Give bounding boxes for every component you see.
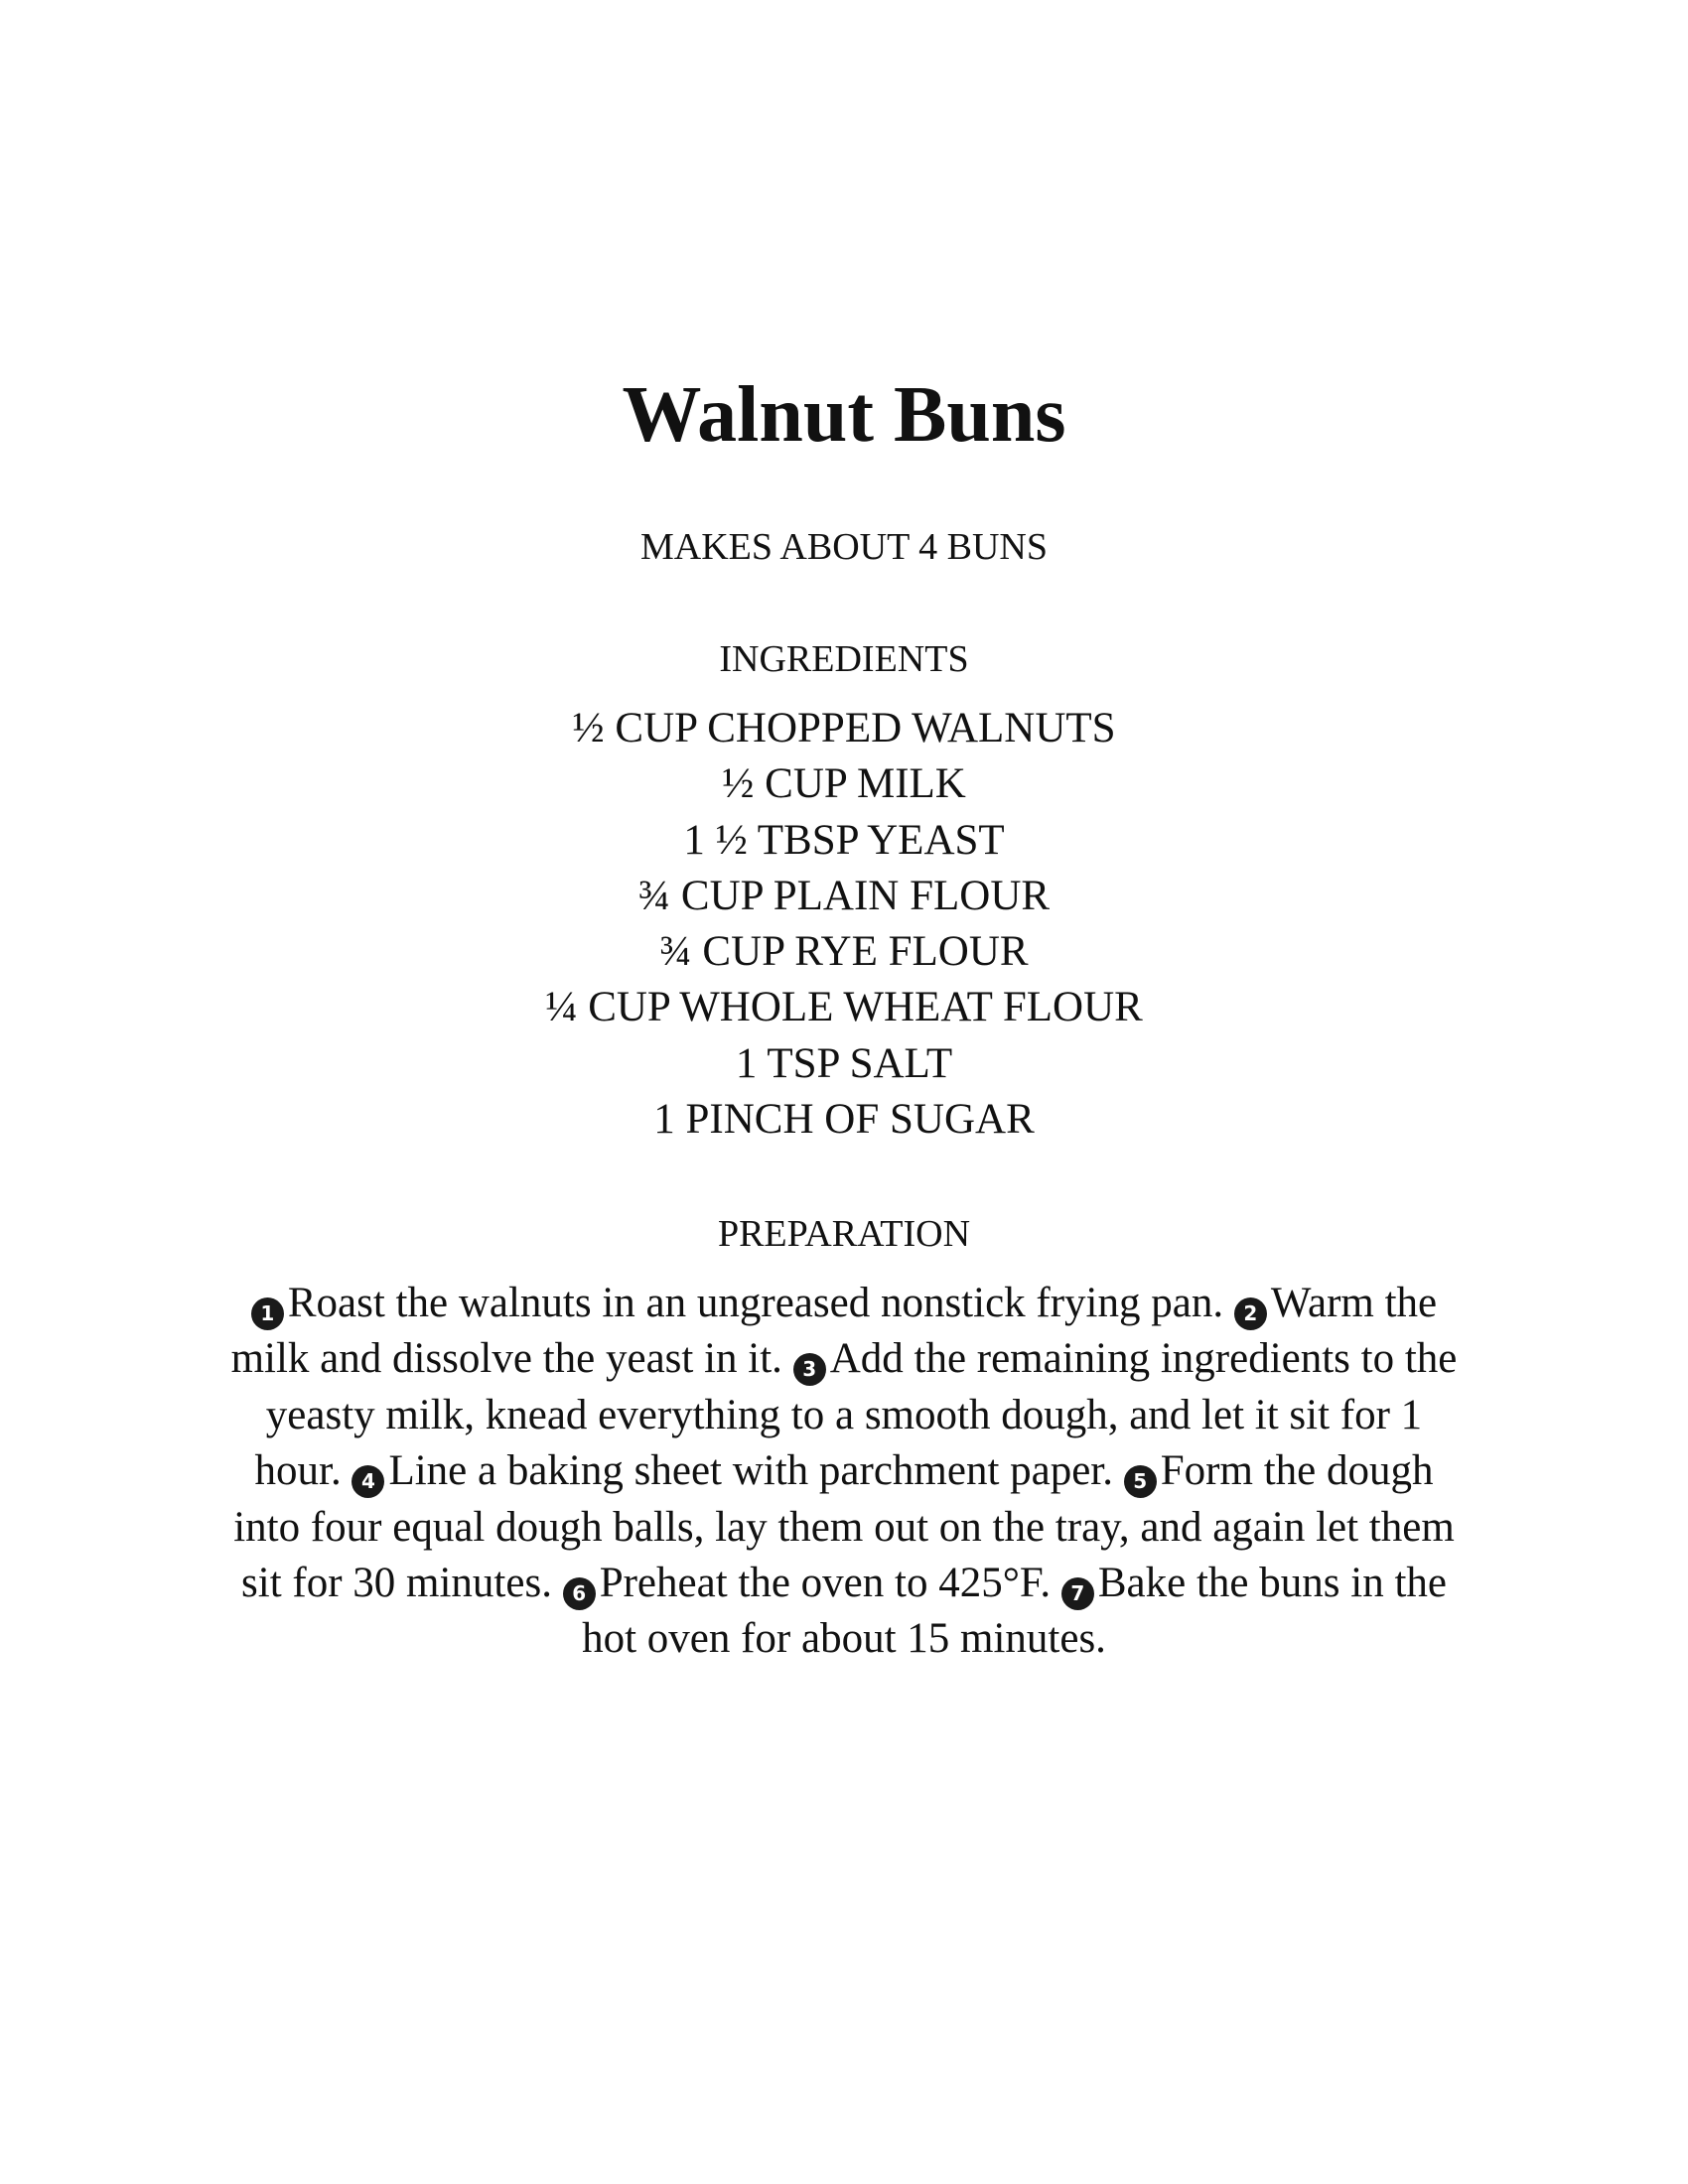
step-number-icon: 5 — [1124, 1465, 1157, 1498]
step-text: Line a baking sheet with parchment paper. — [388, 1447, 1114, 1495]
step-number-icon: 6 — [563, 1577, 596, 1610]
ingredient-item: ¾ CUP PLAIN FLOUR — [637, 872, 1051, 919]
recipe-title: Walnut Buns — [622, 371, 1066, 459]
step-text: Bake the buns in the hot oven for about 15 minutes. — [582, 1560, 1447, 1663]
ingredient-item: 1 PINCH OF SUGAR — [653, 1096, 1035, 1144]
ingredient-item: 1 ½ TBSP YEAST — [683, 816, 1005, 864]
step-text: Preheat the oven to 425°F. — [599, 1560, 1052, 1607]
step-text: Warm the milk and dissolve the yeast in it. — [230, 1280, 1438, 1383]
ingredient-item: ¾ CUP RYE FLOUR — [659, 928, 1029, 976]
step-number-icon: 2 — [1234, 1297, 1267, 1330]
step-text: Add the remaining ingredients to the yeasty milk, knead everything to a smooth dough, and let it sit for 1 hour. — [254, 1335, 1458, 1495]
ingredient-item: ¼ CUP WHOLE WHEAT FLOUR — [545, 984, 1143, 1031]
step-number-icon: 4 — [352, 1465, 384, 1498]
recipe-yield: MAKES ABOUT 4 BUNS — [640, 526, 1048, 568]
preparation-heading: PREPARATION — [717, 1213, 971, 1255]
step-text: Roast the walnuts in an ungreased nonstick frying pan. — [287, 1280, 1224, 1326]
step-text: Form the dough into four equal dough balls, lay them out on the tray, and again let them sit for 30 minutes. — [233, 1447, 1455, 1607]
step-number-icon: 1 — [251, 1297, 284, 1330]
ingredient-item: ½ CUP MILK — [722, 760, 966, 808]
ingredient-list — [0, 701, 1688, 1148]
step-number-icon: 3 — [793, 1353, 826, 1386]
ingredient-item: 1 TSP SALT — [735, 1039, 953, 1087]
step-number-icon: 7 — [1061, 1577, 1094, 1610]
ingredients-heading: INGREDIENTS — [719, 638, 969, 680]
preparation-text — [218, 1276, 1470, 1668]
ingredient-item: ½ CUP CHOPPED WALNUTS — [572, 705, 1116, 751]
